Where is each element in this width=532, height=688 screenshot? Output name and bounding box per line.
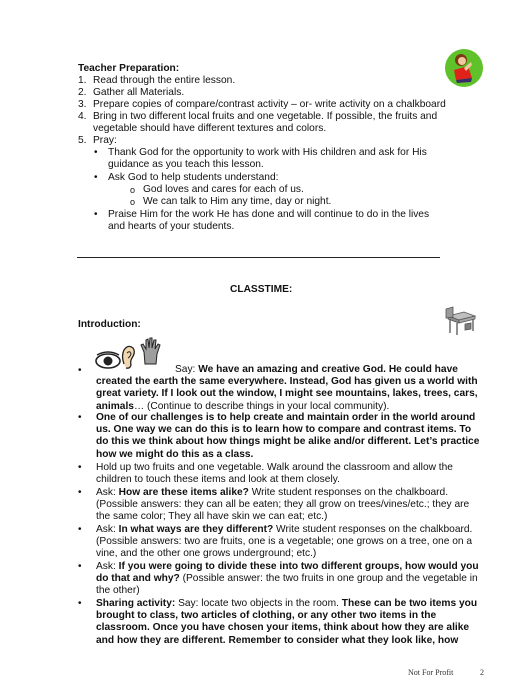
step-text: Read through the entire lesson. <box>93 75 236 86</box>
bold-text: In what ways are they different? <box>118 524 274 535</box>
intro-item-cont <box>96 364 486 413</box>
bullet: • <box>78 365 82 376</box>
footer-label: Not For Profit <box>408 668 454 677</box>
step-number: 4. <box>78 111 87 122</box>
say-lead: Say: locate two objects in the room. <box>175 598 342 609</box>
bullet: • <box>78 524 82 535</box>
step-number: 1. <box>78 75 87 86</box>
ask-lead: Ask: <box>96 524 119 535</box>
pray-item: Thank God for the opportunity to work with His children and ask for His guidance as you teach this lesson. <box>108 147 427 171</box>
classtime-title: CLASSTIME: <box>230 284 293 295</box>
sub-bullet: o <box>130 197 136 207</box>
prep-heading: Teacher Preparation: <box>78 63 180 74</box>
understand-item: God loves and cares for each of us. <box>143 184 304 195</box>
bold-text: One of our challenges is to help create and maintain order in the world around us. One way we can do this is to learn how to compare and contrast items. To do this we think about how things might be alike and/or different. Let’s practice how we might do this as a class. <box>96 412 480 460</box>
step-text: Pray: <box>93 135 117 146</box>
plain-text: Write student responses on the chalkboard. (Possible answers: they can all be eaten; they all grow on trees/vines/etc.; they are the same color; They all have skin we can eat; etc.) <box>96 487 470 523</box>
step-text: Prepare copies of compare/contrast activity – or- write activity on a chalkboard <box>93 99 446 110</box>
page-number: 2 <box>480 668 484 677</box>
plain-text: (Possible answer: the two fruits in one group and the vegetable in the other) <box>96 573 478 597</box>
pray-item: Praise Him for the work He has done and will continue to do in the lives and hearts of your students. <box>108 209 430 233</box>
bullet: • <box>94 147 98 158</box>
bullet: • <box>94 172 98 183</box>
bold-text: These can be two items you brought to class, two articles of clothing, or any other two items in the classroom. Once you have chosen your items, think about how they are alike and how they are different. Remember to consider what they look like, how <box>96 598 478 646</box>
bold-text: How are these items alike? <box>118 487 249 498</box>
intro-item-text <box>96 598 486 647</box>
step-number: 3. <box>78 99 87 110</box>
intro-item-text <box>96 487 486 524</box>
bullet: • <box>78 462 82 473</box>
say-lead: Say: <box>175 364 199 375</box>
divider-line <box>77 257 440 258</box>
desk-icon <box>444 306 478 336</box>
ask-lead: Ask: <box>96 487 119 498</box>
bullet: • <box>94 209 98 220</box>
intro-item-text <box>96 561 486 598</box>
bullet: • <box>78 598 82 609</box>
intro-item-text <box>96 524 486 561</box>
step-text: Bring in two different local fruits and one vegetable. If possible, the fruits and vegetable should have different textures and colors. <box>93 111 438 135</box>
step-number: 5. <box>78 135 87 146</box>
bullet: • <box>78 561 82 572</box>
bullet: • <box>78 412 82 423</box>
ask-lead: Ask: <box>96 561 119 572</box>
intro-heading: Introduction: <box>78 319 141 330</box>
plain-text: … (Continue to describe things in your local community). <box>133 400 390 412</box>
pray-item: Ask God to help students understand: <box>108 172 279 183</box>
intro-item-text <box>96 412 486 461</box>
bold-text: If you were going to divide these into two different groups, how would you do that and why? <box>96 561 479 585</box>
hand-icon <box>139 336 163 366</box>
understand-item: We can talk to Him any time, day or night. <box>143 196 332 207</box>
bullet: • <box>78 487 82 498</box>
icon-spacer <box>96 364 175 376</box>
intro-item-text: Hold up two fruits and one vegetable. Walk around the classroom and allow the children to touch these items and look at them closely. <box>96 462 453 486</box>
sub-bullet: o <box>130 185 136 195</box>
step-number: 2. <box>78 87 87 98</box>
bold-lead: Sharing activity: <box>96 598 176 609</box>
step-text: Gather all Materials. <box>93 87 185 98</box>
plain-text: Write student responses on the chalkboard. (Possible answers: two are fruits, one is a vegetable; one grows on a tree, one on a vine, and the other one grows underground; etc.) <box>96 524 473 560</box>
bold-text: We have an amazing and creative God. He could have created the earth the same everywhere. Instead, God has given us a world with great variety. If I look out the window, I might see mountains, lakes, trees, cars, animals <box>96 364 478 412</box>
